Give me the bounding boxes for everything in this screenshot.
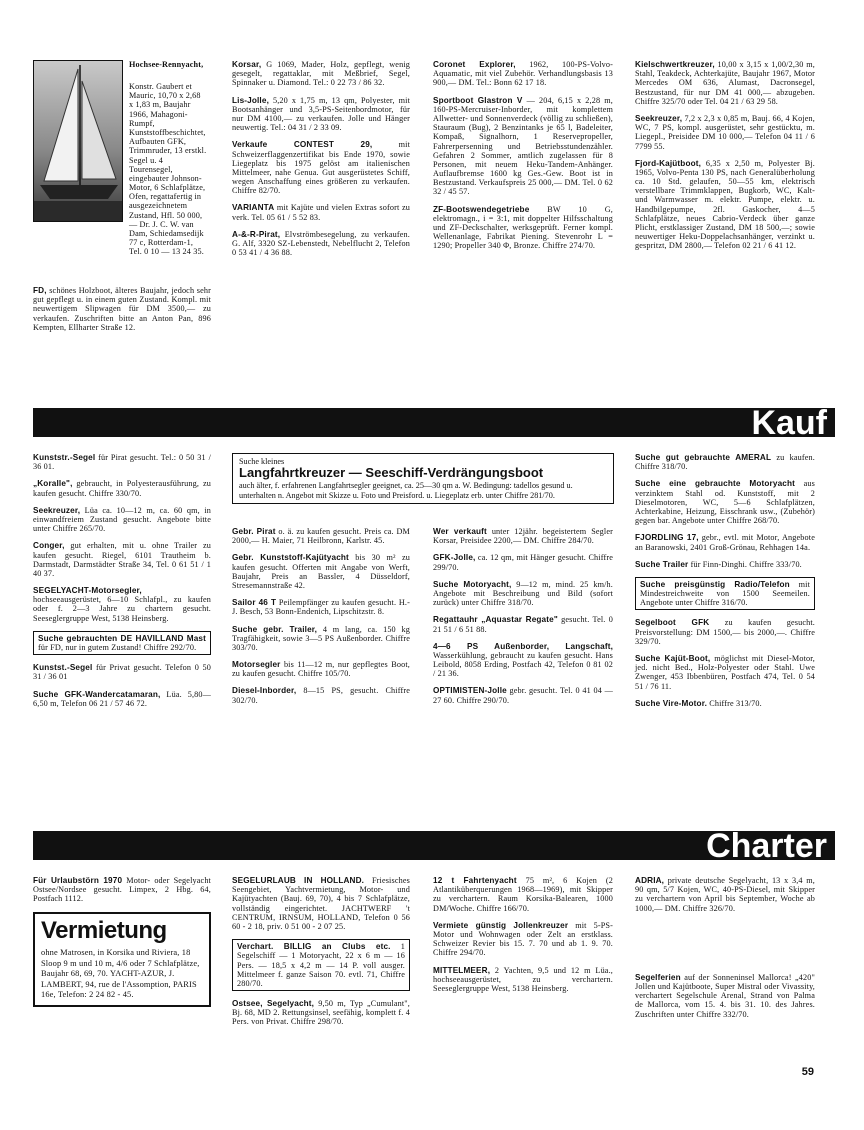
sailboat-icon	[34, 61, 123, 222]
yacht-photo	[33, 60, 123, 222]
classified-ad: Sailor 46 T Peilempfänger zu kaufen gesucht. H.-J. Besch, 53 Bonn-Endenich, Lipschitzstr. 8.	[232, 598, 411, 617]
kauf-column-3	[433, 527, 613, 713]
classified-ad: Segelferien auf der Sonneninsel Mallorca! „420" Jollen und Kajütboote, Super Mistral oder Vivassity, verchartert Segelschule Arenal, Strand von Palma de Mallorca, vom 15. 4. bis 31. 10. des Jahres. Zuschriften unter Chiffre 332/70.	[635, 972, 815, 1019]
classified-ad: Kunstst.-Segel für Privat gesucht. Telefon 0 50 31 / 36 01	[33, 663, 211, 682]
classified-ad: ZF-Bootswendegetriebe BW 10 G, elektromagn., i = 3:1, mit doppelter Hilfsschaltung und ZF-Deckschalter, werksgeprüft. Ferner kompl. Wellenanlage, Fabrikat Piening. Stevenrohr L = 1290; Propeller 340 Φ, Bronze. Chiffre 274/70.	[433, 204, 614, 251]
classified-ad: Für Urlaubstörn 1970 Motor- oder Segelyacht Ostsee/Nordsee gesucht. Limpex, 2 Hbg. 64, Postfach 1112.	[33, 876, 211, 904]
classified-ad: SEGELYACHT-Motorsegler, hochseeausgerüstet, 6—10 Schlafpl., zu kaufen oder f. 2—3 Jahre zu chartern gesucht. Seeseglergruppe West, 5138 Heinsberg.	[33, 586, 211, 623]
charter-column-4	[635, 876, 815, 1027]
classified-ad	[33, 60, 211, 286]
charter-column-1	[33, 876, 211, 1013]
classified-ad: Conger, gut erhalten, mit u. ohne Trailer zu kaufen gesucht. Riegel, 6101 Trautheim b. Darmstadt, Darmstädter Straße 34, Tel. 0 61 51 / 1 40 37.	[33, 541, 211, 578]
classified-ad: SEGELURLAUB IN HOLLAND. Friesisches Seengebiet, Yachtvermietung, Motor- und Kajütyachten (Bauj. 69, 70), 4 bis 7 Schlafplätze, vollständig eingerichtet. JACHTWERF 't CENTRUM, IRNSUM, HOLLAND, Telefon 0 56 60 - 2 18, priv. 0 51 00 - 2 07 25.	[232, 876, 410, 931]
classified-ad: A-&-R-Pirat, Elvströmbesegelung, zu verkaufen. G. Alf, 3320 SZ-Lebenstedt, Nebelflucht 2, Telefon 0 53 41 / 4 36 88.	[232, 229, 410, 258]
classified-ad: Suche eine gebrauchte Motoryacht aus verzinktem Stahl od. Kunststoff, mit 2 Dieselmotoren, WC, 5—6 Schlafplätzen, Achterkabine, Heizung, Eisschrank usw., (Zubehör) gegen bar. Angebote unter Chiffre 268/70.	[635, 479, 815, 526]
classified-ad: Seekreuzer, Lüa ca. 10—12 m, ca. 60 qm, in einwandfreiem Zustand gesucht. Angebote bitte unter Chiffre 265/70.	[33, 505, 211, 534]
sale-column-2	[232, 60, 410, 265]
kauf-column-1	[33, 453, 211, 716]
charter-column-2	[232, 876, 410, 1035]
ad-headline: Langfahrtkreuzer — Seeschiff-Verdrängungsboot	[239, 465, 544, 481]
classified-ad: Verchart. BILLIG an Clubs etc. 1 Segelschiff — 1 Motoryacht, 22 x 6 m — 16 Pers. — 18,5 x 4,2 m — 14 P. voll ausger. Mittelmeer f. ganze Saison 70. evtl. 71, Chiffre 280/70.	[232, 939, 410, 991]
classified-ad: Segelboot GFK zu kaufen gesucht. Preisvorstellung: DM 1500,— bis 2000,—. Chiffre 329/70.	[635, 618, 815, 646]
classified-ad: Regattauhr „Aquastar Regate" gesucht. Tel. 0 21 51 / 6 51 88.	[433, 615, 614, 634]
classified-ad: MITTELMEER, 2 Yachten, 9,5 und 12 m Lüa., hochseeausgerüstet, zu verchartern. Seeseglergruppe West, 5138 Heinsberg.	[433, 965, 613, 993]
classified-ad: Suche GFK-Wandercatamaran, Lüa. 5,80—6,50 m, Telefon 06 21 / 57 46 72.	[33, 689, 212, 708]
vermietung-ad	[33, 912, 211, 1007]
classified-ad: Wer verkauft unter 12jähr. begeistertem Segler Korsar, Preisidee 2200,— DM. Chiffre 284/70.	[433, 527, 614, 546]
page-number: 59	[801, 1066, 814, 1078]
section-title: Kauf	[751, 403, 827, 442]
classified-ad: Suche gut gebrauchte AMERAL zu kaufen. Chiffre 318/70.	[635, 453, 815, 472]
charter-column-3	[433, 876, 613, 1001]
ad-text: Konstr. Gaubert et Mauric, 10,70 x 2,68 x 1,83 m, Baujahr 1966, Mahagoni-Rumpf, Kunststoffbeschichtet, Aufbauten GFK, Trimmruder, 13 erstkl. Segel u. 4 Tourensegel, eingebauter Johnson-Motor, 6 Schlafplätze, Ofen, regattafertig in ausgezeichnetem Zustand, Hfl. 50 000,— Dr. J. C. W. van Dam, Schiedamsedijk 77 c, Rotterdam-1, Tel. 0 10 — 13 24 35.	[129, 82, 207, 257]
sale-column-1	[33, 60, 211, 340]
kauf-section-banner	[33, 403, 835, 442]
classified-ad: Ostsee, Segelyacht, 9,50 m, Typ „Cumulant", Bj. 68, MD 2. Rettungsinsel, seefähig, komplett f. 4 Pers. von Privat. Chiffre 298/70.	[232, 999, 410, 1027]
classified-ad: Suche Vire-Motor. Chiffre 313/70.	[635, 698, 762, 708]
ad-text: auch älter, f. erfahrenen Langfahrtsegler geeignet, ca. 25—30 qm a. W. Bedingung: tadellos gesund u. unterhalten n. Angebot mit Skizze u. Foto und Preisford. u. Liegeplatz erb. unter Chiffre 281/70.	[239, 481, 573, 500]
classified-ad: Lis-Jolle, 5,20 x 1,75 m, 13 qm, Polyester, mit Bootsanhänger und 3,5-PS-Seitenbordmotor, für nur DM 4100,— zu verkaufen. Jolle und Hänger neuwertig. Tel.: 04 31 / 2 33 09.	[232, 95, 410, 133]
ad-text: Hochsee-Rennyacht,	[129, 60, 204, 69]
classified-ad: „Koralle", gebraucht, in Polyesterausführung, zu kaufen gesucht. Chiffre 330/70.	[33, 479, 211, 498]
classified-ad: Suche Motoryacht, 9—12 m, mind. 25 km/h. Angebote mit Beschreibung und Bild (sofort zurück) unter Chiffre 318/70.	[433, 579, 613, 608]
charter-section-banner	[33, 826, 835, 865]
ad-headline: Vermietung	[41, 916, 167, 944]
classified-ad: Korsar, G 1069, Mader, Holz, gepflegt, wenig gesegelt, regattaklar, mit Meßbrief, Segel, Spinnaker u. Diamond. Tel.: 0 22 73 / 86 32.	[232, 60, 410, 88]
classified-ad: Motorsegler bis 11—12 m, nur gepflegtes Boot, zu kaufen gesucht. Chiffre 105/70.	[232, 660, 410, 679]
classified-ad: 4—6 PS Außenborder, Langschaft, Wasserkühlung, gebraucht zu kaufen gesucht. Hans Leibold, 8058 Erding, Postfach 42, Telefon 0 81 02 / 21 36.	[433, 641, 613, 679]
classified-ad: Sportboot Glastron V — 204, 6,15 x 2,28 m, 160-PS-Mercruiser-Inborder, mit komplettem Allwetter- und Sonnenverdeck (völlig zu schließen), Stauraum (Bug), 2 Benzintanks je 65 l, Badeleiter, Kompaß, Signalhorn, 1 Reservepropeller, Fahrerpersenning und Betriebsstundenzähler. Gefahren 2 Sommer, amtlich zugelassen für 8 Personen, mit neuem Heku-Tandem-Anhänger. Auflaufbremse 1600 kg Ges.-Gew. Boot ist in Bestzustand. Verkaufspreis 25 000,— DM. Tel. 0 62 32 / 45 57.	[433, 95, 613, 197]
classified-ad: FD, schönes Holzboot, älteres Baujahr, jedoch sehr gut gepflegt u. in einem guten Zustand. Kompl. mit neuwertigem Slipwagen für DM 3500,— zu verkaufen. Zuschriften bitte an Anton Pan, 896 Kempten, Ellharter Straße 12.	[33, 286, 211, 332]
kauf-column-2	[232, 527, 410, 713]
classified-ad: Gebr. Pirat o. ä. zu kaufen gesucht. Preis ca. DM 2000,— H. Maier, 71 Heilbronn, Karlstr. 45.	[232, 527, 410, 546]
kauf-column-4	[635, 453, 815, 716]
classified-ad: Suche preisgünstig Radio/Telefon mit Mindestreichweite von 1500 Seemeilen. Angebote unter Chiffre 316/70.	[635, 577, 815, 611]
classified-ad: ADRIA, private deutsche Segelyacht, 13 x 3,4 m, 90 qm, 5/7 Kojen, WC, 40-PS-Diesel, mit Skipper zu verchartern von April bis September, Woche ab 1000,— DM. Chiffre 326/70.	[635, 876, 815, 913]
featured-wanted-ad	[232, 453, 614, 504]
sale-column-4	[635, 60, 815, 259]
classified-ad: Kunststr.-Segel für Pirat gesucht. Tel.: 0 50 31 / 36 01.	[33, 453, 212, 472]
classified-ad: Suche gebrauchten DE HAVILLAND Mast für FD, nur in gutem Zustand! Chiffre 292/70.	[33, 631, 211, 655]
classified-ad: FJORDLING 17, gebr., evtl. mit Motor, Angebote an Baranowski, 2401 Groß-Grönau, Rehhagen 14a.	[635, 533, 815, 552]
classified-ad: 12 t Fahrtenyacht 75 m², 6 Kojen (2 Atlantiküberquerungen 1968—1969), mit Skipper zu verchartern. Raum Korsika-Balearen, 1000 DM/Woche. Chiffre 166/70.	[433, 876, 613, 913]
classified-ad: Verkaufe CONTEST 29, mit Schweizerflaggenzertifikat bis Ende 1970, sowie Liegeplatz bis 1975 gelöst am italienischen Mittelmeer, nahe Genua. Gut ausgerüstetes Schiff, wegen Anschaffung eines größeren zu verkaufen. Chiffre 82/70.	[232, 140, 410, 196]
ad-text: ohne Matrosen, in Korsika und Riviera, 18 Sloop 9 m und 10 m, 4/6 oder 7 Schlafplätze, Baujahr 68, 69, 70. YACHT-AZUR, J. LAMBERT, 94, rue de l'Assomption, PARIS 16e, Telefon: 2 24 82 - 45.	[41, 948, 200, 1000]
classified-ad: Seekreuzer, 7,2 x 2,3 x 0,85 m, Bauj. 66, 4 Kojen, WC, 7 PS, kompl. ausgerüstet, sehr gestücktu, m. Liegepl., Preisidee DM 10 000,— Telefon 04 11 / 6 7799 55.	[635, 113, 815, 151]
ad-prefix: Suche kleines	[239, 457, 285, 466]
classified-ad: Coronet Explorer, 1962, 100-PS-Volvo-Aquamatic, mit viel Zubehör. Verhandlungsbasis 13 900,— DM. Tel.: Bonn 62 17 18.	[433, 60, 613, 88]
classified-ad: Kielschwertkreuzer, 10,00 x 3,15 x 1,00/2,30 m, Stahl, Teakdeck, Achterkajüte, Baujahr 1967, Motor Mercedes OM 636, Alumast, Dacronsegel, Bestzustand, für nur DM 41 000,— abzugeben. Chiffre 325/70 oder Tel. 04 21 / 63 29 58.	[635, 60, 815, 106]
classified-ad: Suche gebr. Trailer, 4 m lang, ca. 150 kg Tragfähigkeit, sowie 3—5 PS Außenborder. Chiffre 303/70.	[232, 624, 411, 652]
classified-ad: Fjord-Kajütboot, 6,35 x 2,50 m, Polyester Bj. 1965, Volvo-Penta 130 PS, nach Generalüberholung ca. 10 Std. gelaufen, 50—55 km, elektrisch verstellbare Trimmklappen, Bugkorb, WC, Kalt- und Warmwasser m. elektr. Pumpe, elektr. u. Handbilgepumpe, 2fl. Gaskocher, 4—5 Schlafplätze, neues Cabrio-Verdeck über ganze Plicht, erstklassiger Zustand, DM 18 500,—; sowie neuwertiger Heku-Doppelachsanhänger, verzinkt u. gespritzt, DM 2800,— Telefon 02 21 / 6 41 12.	[635, 158, 815, 251]
classified-ad: GFK-Jolle, ca. 12 qm, mit Hänger gesucht. Chiffre 299/70.	[433, 553, 613, 572]
section-title: Charter	[706, 826, 827, 865]
classified-ad: VARIANTA mit Kajüte und vielen Extras sofort zu verk. Tel. 05 61 / 5 52 83.	[232, 203, 410, 222]
classified-ad: Suche Kajüt-Boot, möglichst mit Diesel-Motor, jed. nicht Bed., Holz-Polyester oder Stahl. Uwe Zwenger, 453 Ibbenbüren, Postfach 474, Tel. 0 54 51 / 76 11.	[635, 654, 815, 691]
classified-ad: Diesel-Inborder, 8—15 PS, gesucht. Chiffre 302/70.	[232, 686, 410, 705]
classified-ad: OPTIMISTEN-Jolle gebr. gesucht. Tel. 0 41 04 — 27 60. Chiffre 290/70.	[433, 686, 613, 705]
sale-column-3	[433, 60, 613, 259]
classified-ad: Vermiete günstig Jollenkreuzer mit 5-PS-Motor und Wohnwagen oder Zelt an erstklass. Schweizer Revier bis 15. 7. 70 und ab 1. 9. 70. Chiffre 294/70.	[433, 920, 614, 958]
classified-ad: Gebr. Kunststoff-Kajütyacht bis 30 m² zu kaufen gesucht. Offerten mit Angabe von Werft, Baujahr, Preis an Bassler, 4 Düsseldorf, Stresemannstraße 42.	[232, 553, 410, 590]
classified-ad: Suche Trailer für Finn-Dinghi. Chiffre 333/70.	[635, 559, 802, 569]
